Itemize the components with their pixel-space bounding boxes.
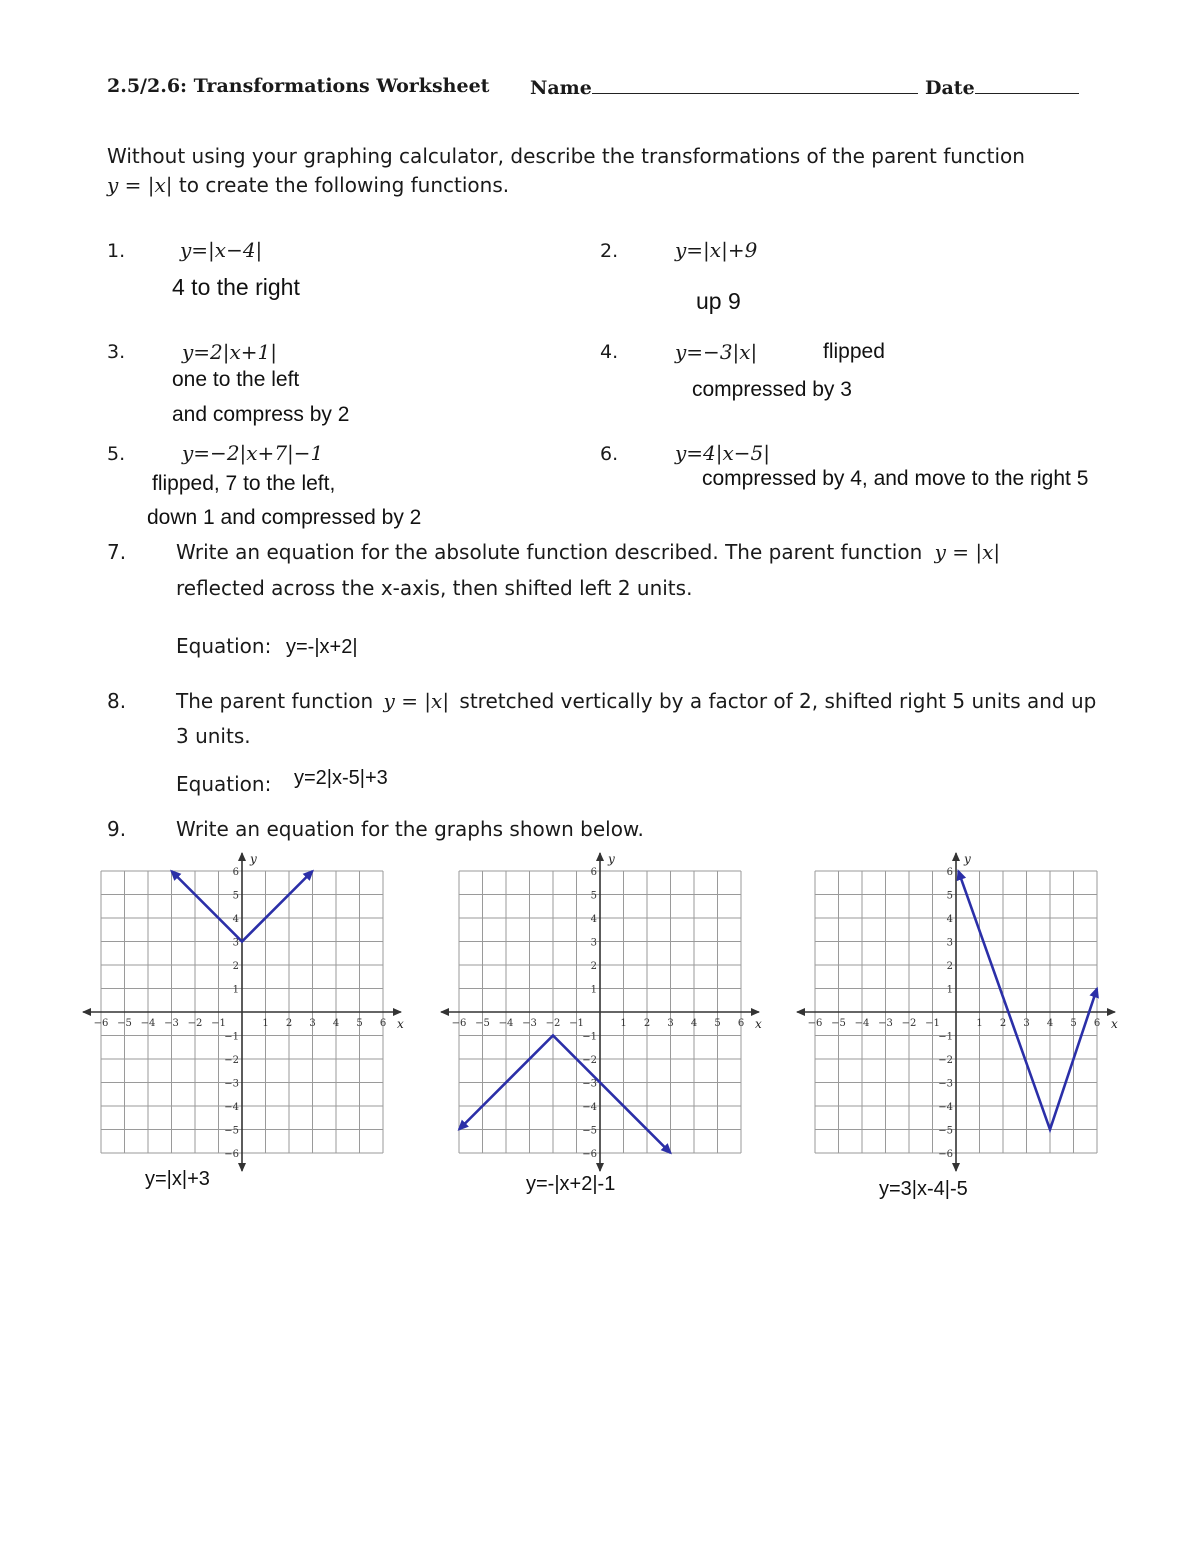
y-tick-label: 5 — [232, 890, 239, 902]
y-tick-label: −4 — [224, 1102, 239, 1113]
x-tick-label: 5 — [714, 1018, 721, 1029]
y-axis-label: y — [250, 852, 257, 866]
y-axis-label: y — [964, 852, 971, 866]
problem-9-number: 9. — [107, 817, 127, 841]
y-tick-label: −2 — [582, 1055, 597, 1066]
problem-5-number: 5. — [107, 443, 126, 465]
y-axis-label: y — [608, 852, 615, 866]
x-tick-label: −2 — [545, 1018, 561, 1029]
name-field[interactable] — [530, 75, 918, 99]
problem-7-text1: Write an equation for the absolute function described. The parent function — [176, 540, 923, 564]
y-tick-label: −1 — [224, 1031, 239, 1043]
y-tick-label: 3 — [946, 937, 953, 949]
x-tick-label: −4 — [498, 1018, 514, 1029]
function-line — [459, 1036, 671, 1154]
y-tick-label: −2 — [224, 1055, 239, 1066]
y-tick-label: 1 — [946, 984, 953, 996]
x-tick-label: 6 — [379, 1018, 387, 1029]
y-tick-label: −2 — [938, 1055, 953, 1066]
x-tick-label: −2 — [901, 1018, 917, 1029]
x-tick-label: 6 — [1093, 1018, 1101, 1029]
y-tick-label: −6 — [582, 1149, 597, 1160]
y-tick-label: 1 — [590, 984, 597, 996]
problem-5-equation: y=−2|x+7|−1 — [182, 441, 324, 465]
y-tick-label: −5 — [582, 1125, 597, 1137]
date-label: Date — [925, 77, 975, 99]
problem-1-number: 1. — [107, 240, 126, 262]
y-tick-label: −4 — [582, 1102, 597, 1113]
graph-1-answer: y=|x|+3 — [145, 1168, 210, 1190]
problem-1-answer: 4 to the right — [172, 274, 300, 300]
problem-4-equation: y=−3|x| — [675, 340, 758, 364]
x-tick-label: −3 — [878, 1018, 893, 1029]
y-tick-label: 5 — [590, 890, 597, 902]
x-tick-label: −5 — [475, 1018, 490, 1029]
x-tick-label: −1 — [569, 1018, 584, 1029]
x-tick-label: −4 — [854, 1018, 870, 1029]
problem-4-number: 4. — [600, 341, 619, 363]
x-tick-label: 6 — [737, 1018, 745, 1029]
date-field[interactable] — [925, 75, 1079, 99]
y-tick-label: −5 — [224, 1125, 239, 1137]
x-tick-label: −4 — [140, 1018, 156, 1029]
problem-2-answer: up 9 — [696, 288, 741, 314]
x-tick-label: 4 — [1046, 1018, 1054, 1029]
y-tick-label: −6 — [224, 1149, 239, 1160]
problem-3-equation: y=2|x+1| — [182, 340, 278, 364]
problem-7-equation-label: Equation: — [176, 634, 272, 658]
y-tick-label: 6 — [232, 867, 239, 878]
x-tick-label: 1 — [262, 1018, 269, 1029]
y-tick-label: 3 — [232, 937, 239, 949]
y-tick-label: 2 — [946, 961, 953, 972]
y-tick-label: −1 — [582, 1031, 597, 1043]
instructions-line1: Without using your graphing calculator, describe the transformations of the parent function — [107, 144, 1025, 168]
y-tick-label: 2 — [232, 961, 239, 972]
y-tick-label: 6 — [946, 867, 953, 878]
y-tick-label: 4 — [590, 914, 597, 925]
problem-8-answer: y=2|x-5|+3 — [294, 767, 388, 789]
problem-4-answer-line2: compressed by 3 — [692, 378, 852, 401]
problem-8-equation-label: Equation: — [176, 772, 272, 796]
parent-function: y = |x| — [107, 173, 173, 197]
graph-2-answer: y=-|x+2|-1 — [526, 1173, 616, 1195]
problem-1-equation: y=|x−4| — [180, 238, 263, 262]
problem-8-text1a: The parent function — [176, 689, 374, 713]
y-tick-label: −4 — [938, 1102, 953, 1113]
graph-2 — [434, 842, 774, 1172]
graph-3 — [790, 842, 1130, 1172]
problem-7-text-line1 — [176, 540, 1000, 564]
problem-5-answer-line1: flipped, 7 to the left, — [152, 472, 336, 495]
x-tick-label: −5 — [117, 1018, 132, 1029]
problem-3-number: 3. — [107, 341, 126, 363]
x-tick-label: 3 — [667, 1018, 674, 1029]
problem-8-text-line2: 3 units. — [176, 724, 251, 748]
x-tick-label: 5 — [356, 1018, 363, 1029]
problem-2-equation: y=|x|+9 — [675, 238, 758, 262]
x-axis-label: x — [755, 1017, 762, 1031]
problem-3-answer-line2: and compress by 2 — [172, 403, 350, 426]
problem-6-number: 6. — [600, 443, 619, 465]
instructions-line2-text: to create the following functions. — [178, 173, 510, 197]
x-axis-label: x — [397, 1017, 404, 1031]
y-tick-label: 1 — [232, 984, 239, 996]
x-tick-label: 2 — [643, 1018, 651, 1029]
x-tick-label: −6 — [451, 1018, 467, 1029]
problem-8-number: 8. — [107, 689, 127, 713]
y-tick-label: 4 — [946, 914, 953, 925]
problem-7-parent-function: y = |x| — [934, 540, 1001, 564]
problem-7-text-line2: reflected across the x-axis, then shifted left 2 units. — [176, 576, 693, 600]
x-tick-label: 4 — [332, 1018, 340, 1029]
problem-9-text: Write an equation for the graphs shown below. — [176, 817, 644, 841]
problem-8-text-line1 — [176, 689, 1096, 713]
graph-3-answer: y=3|x-4|-5 — [879, 1178, 968, 1200]
x-tick-label: 4 — [690, 1018, 698, 1029]
x-axis-label: x — [1111, 1017, 1118, 1031]
x-tick-label: −5 — [831, 1018, 846, 1029]
problem-6-equation: y=4|x−5| — [675, 441, 771, 465]
x-tick-label: −1 — [211, 1018, 226, 1029]
y-tick-label: −1 — [938, 1031, 953, 1043]
x-tick-label: −2 — [187, 1018, 203, 1029]
y-tick-label: 6 — [590, 867, 597, 878]
y-tick-label: 3 — [590, 937, 597, 949]
problem-8-parent-function: y = |x| — [383, 689, 450, 713]
problem-2-number: 2. — [600, 240, 619, 262]
x-tick-label: −6 — [807, 1018, 823, 1029]
x-tick-label: 5 — [1070, 1018, 1077, 1029]
x-tick-label: −1 — [925, 1018, 940, 1029]
problem-7-answer: y=-|x+2| — [286, 636, 358, 658]
y-tick-label: −5 — [938, 1125, 953, 1137]
problem-8-text1b: stretched vertically by a factor of 2, shifted right 5 units and up — [459, 689, 1097, 713]
worksheet-title: 2.5/2.6: Transformations Worksheet — [107, 75, 490, 97]
x-tick-label: 1 — [620, 1018, 627, 1029]
problem-5-answer-line2: down 1 and compressed by 2 — [147, 506, 422, 529]
y-tick-label: −3 — [224, 1078, 239, 1090]
problem-4-answer-line1: flipped — [823, 340, 885, 363]
y-tick-label: 2 — [590, 961, 597, 972]
graph-1 — [76, 842, 416, 1172]
problem-7-number: 7. — [107, 540, 127, 564]
problem-6-answer: compressed by 4, and move to the right 5 — [702, 467, 1089, 490]
instructions-line2 — [107, 173, 509, 197]
x-tick-label: 2 — [999, 1018, 1007, 1029]
x-tick-label: −3 — [164, 1018, 179, 1029]
problem-3-answer-line1: one to the left — [172, 368, 300, 391]
x-tick-label: 2 — [285, 1018, 293, 1029]
x-tick-label: −6 — [93, 1018, 109, 1029]
x-tick-label: 1 — [976, 1018, 983, 1029]
x-tick-label: −3 — [522, 1018, 537, 1029]
y-tick-label: −3 — [938, 1078, 953, 1090]
y-tick-label: −3 — [582, 1078, 597, 1090]
y-tick-label: 5 — [946, 890, 953, 902]
x-tick-label: 3 — [309, 1018, 316, 1029]
y-tick-label: 4 — [232, 914, 239, 925]
y-tick-label: −6 — [938, 1149, 953, 1160]
x-tick-label: 3 — [1023, 1018, 1030, 1029]
name-label: Name — [530, 77, 592, 99]
